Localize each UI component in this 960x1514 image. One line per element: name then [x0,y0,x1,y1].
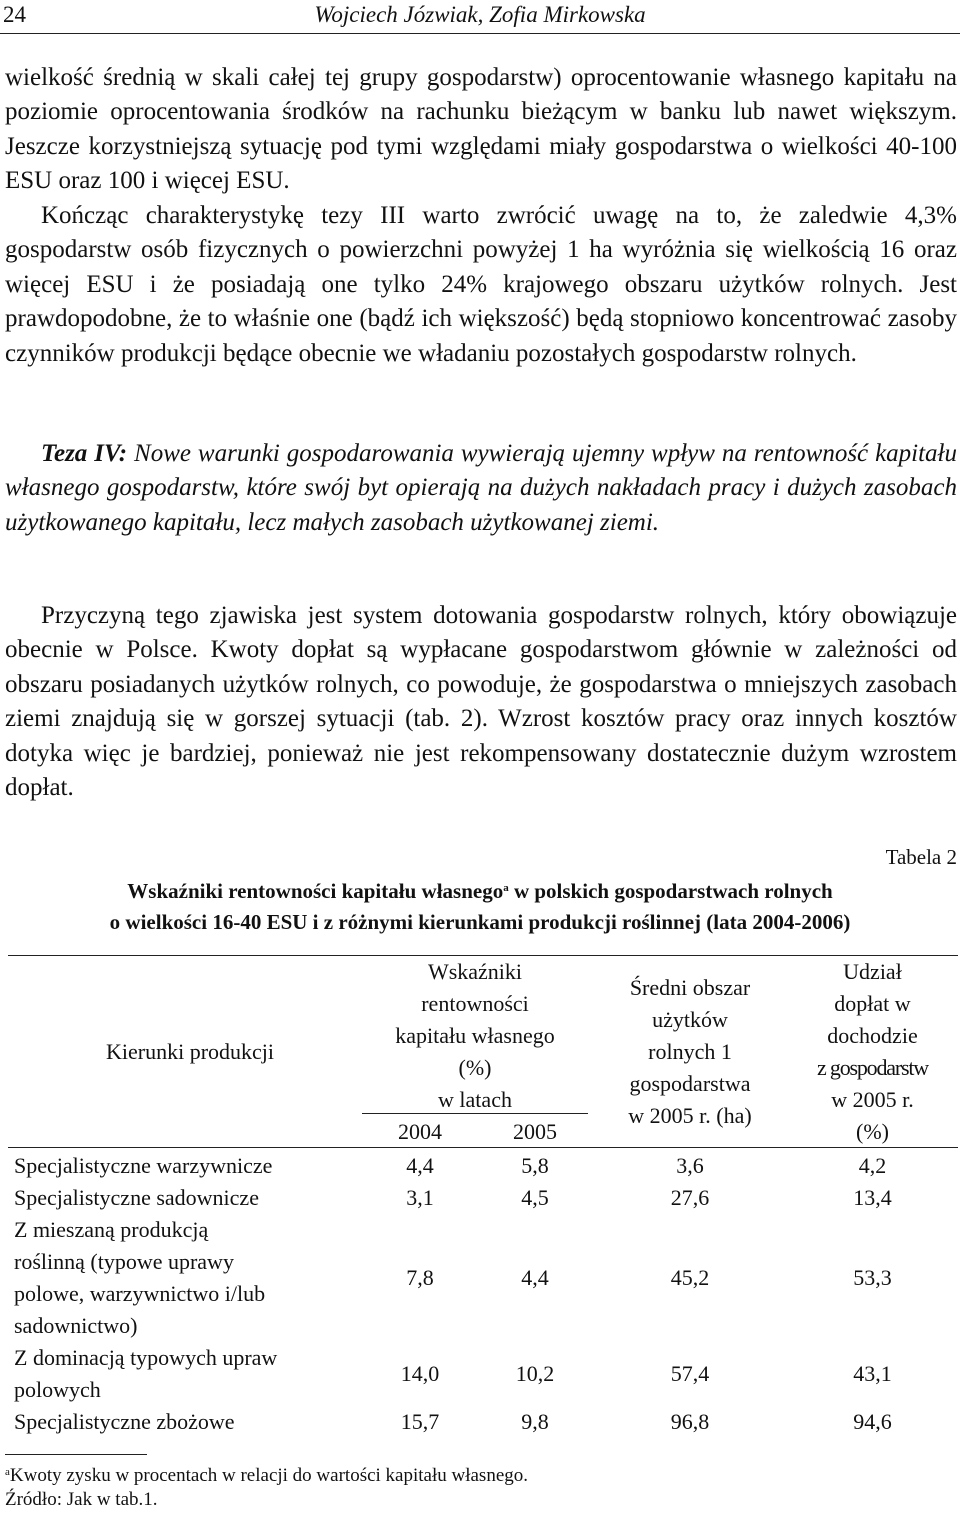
row-1-area: 3,6 [676,1153,704,1178]
table-number: Tabela 2 [885,845,957,869]
row-3-label-l1: Z mieszaną produkcją [14,1217,209,1242]
row-1-2005: 5,8 [521,1153,549,1178]
row-5-share: 94,6 [853,1409,892,1434]
row-3-area: 45,2 [670,1265,710,1290]
paragraph-3: Przyczyną tego zjawiska jest system dotowania gospodarstw rolnych, który obowiązuje obecnie w Polsce. Kwoty dopłat są wypłacane gospodarstwom głównie w zależności od obszaru posiadanych użytków rolnych, co powoduje, że gospodarstwa o mniejszych zasobach ziemi znajdują się w gorszej sytuacji (tab. 2). Wzrost kosztów pracy oraz innych kosztów dotyka więc je bardziej, ponieważ nie jest rekompensowany dostatecznie dużym wzrostem dopłat. [5,602,957,802]
row-4-2004: 14,0 [400,1361,440,1386]
footnote-a [5,1459,528,1489]
header-profitability-l4: (%) [458,1055,492,1080]
header-rule [0,33,960,34]
thesis-label: Teza IV: [41,440,128,467]
row-2-2005: 4,5 [521,1185,549,1210]
row-2-area: 27,6 [670,1185,710,1210]
data-table [0,955,960,1447]
header-subsidy-l1: Udział [843,959,902,984]
table-title-footnote-mark: a [503,882,509,894]
row-2-label: Specjalistyczne sadownicze [14,1185,259,1210]
header-subsidy-l6: (%) [856,1119,889,1144]
paragraph-2: Kończąc charakterystykę tezy III warto zwrócić uwagę na to, że zaledwie 4,3% gospodarstw osób fizycznych o powierzchni powyżej 1 ha wyróżnia się wielkością 16 oraz więcej ESU i że posiadają one tylko 24% krajowego obszaru użytków rolnych. Jest prawdopodobne, że to właśnie one (bądź ich większość) będą stopniowo koncentrować zasoby czynników produkcji będące obecnie we władaniu pozostałych gospodarstw rolnych. [5,202,957,367]
header-subsidy-l5: w 2005 r. [831,1087,914,1112]
header-profitability-l2: rentowności [421,991,529,1016]
row-5-label: Specjalistyczne zbożowe [14,1409,235,1434]
row-3-2005: 4,4 [521,1265,549,1290]
row-4-label-l2: polowych [14,1377,101,1402]
page-number: 24 [3,2,26,27]
table-title-part1: Wskaźniki rentowności kapitału własnego [127,879,504,903]
table-title-line2: o wielkości 16-40 ESU i z różnymi kierunkami produkcji roślinnej (lata 2004-2006) [109,910,851,934]
paragraph-1: wielkość średnią w skali całej tej grupy gospodarstw) oprocentowanie własnego kapitału na poziomie oprocentowania środków na rachunku bieżącym w banku lub nawet większym. Jeszcze korzystniejszą sytuację pod tymi względami miały gospodarstwa o wielkości 40-100 ESU oraz 100 i więcej ESU. [5,64,957,195]
row-1-2004: 4,4 [406,1153,434,1178]
header-production-direction: Kierunki produkcji [105,1039,275,1064]
row-5-2005: 9,8 [521,1409,549,1434]
row-4-2005: 10,2 [515,1361,555,1386]
header-subsidy-l2: dopłat w [834,991,911,1016]
row-3-2004: 7,8 [406,1265,434,1290]
row-4-area: 57,4 [670,1361,710,1386]
thesis-text: Nowe warunki gospodarowania wywierają ujemny wpływ na rentowność kapitału własnego gospodarstw, które swój byt opierają na dużych nakładach pracy i dużych zasobach użytkowanego kapitału, lecz małych zasobach użytkowanej ziemi. [5,440,958,536]
row-5-area: 96,8 [670,1409,710,1434]
row-2-2004: 3,1 [406,1185,434,1210]
source-note: Źródło: Jak w tab.1. [5,1489,158,1510]
header-area-l5: w 2005 r. (ha) [628,1103,752,1128]
running-header-authors: Wojciech Józwiak, Zofia Mirkowska [314,2,646,27]
row-1-share: 4,2 [858,1153,887,1178]
header-year-2005: 2005 [513,1119,557,1144]
header-year-2004: 2004 [398,1119,442,1144]
thesis-iv [5,437,957,540]
header-area-l2: użytków [652,1007,728,1032]
footnote-a-text: Kwoty zysku w procentach w relacji do wartości kapitału własnego. [9,1465,529,1486]
footnote-a-mark: a [5,1466,10,1478]
footnote-rule [5,1454,147,1455]
header-subsidy-l3: dochodzie [827,1023,918,1048]
header-area-l4: gospodarstwa [629,1071,751,1096]
row-4-share: 43,1 [853,1361,892,1386]
row-3-label-l3: polowe, warzywnictwo i/lub [14,1281,266,1306]
header-profitability-l3: kapitału własnego [395,1023,555,1048]
running-header [0,0,960,34]
table-title-part2: w polskich gospodarstwach rolnych [508,879,833,903]
header-area-l1: Średni obszar [629,975,751,1000]
header-profitability-l1: Wskaźniki [427,959,523,984]
row-3-label-l4: sadownictwo) [14,1313,138,1338]
header-profitability-l5: w latach [438,1087,512,1112]
row-2-share: 13,4 [853,1185,892,1210]
header-area-l3: rolnych 1 [648,1039,732,1064]
header-subsidy-l4: z gospodarstw [817,1055,928,1080]
table-title [0,873,960,938]
row-4-label-l1: Z dominacją typowych upraw [14,1345,278,1370]
row-5-2004: 15,7 [400,1409,440,1434]
row-3-share: 53,3 [853,1265,892,1290]
row-3-label-l2: roślinną (typowe uprawy [14,1249,234,1274]
row-1-label: Specjalistyczne warzywnicze [14,1153,273,1178]
